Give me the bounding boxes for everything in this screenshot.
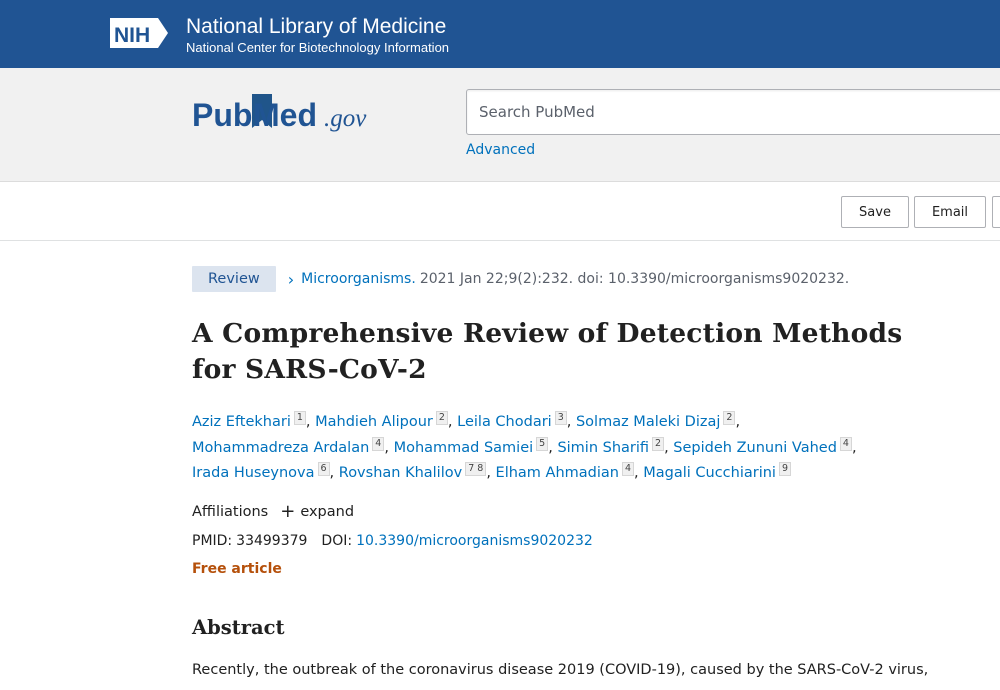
search-header — [0, 68, 1000, 182]
search-box — [466, 89, 1000, 135]
citation: 2021 Jan 22;9(2):232. doi: 10.3390/microorganisms9020232. — [419, 271, 850, 287]
article-title: A Comprehensive Review of Detection Methods for SARS-CoV-2 — [192, 318, 903, 385]
affiliation-number[interactable]: 6 — [318, 462, 330, 476]
author-name[interactable]: Mohammadreza Ardalan — [192, 439, 370, 456]
author: Rovshan Khalilov 7 8 , — [338, 463, 491, 481]
author: Mohammad Samiei 5 , — [393, 437, 553, 456]
affiliation-number[interactable]: 1 — [294, 411, 306, 425]
nih-banner — [0, 0, 1000, 68]
author-name[interactable]: Simin Sharifi — [557, 439, 650, 456]
nih-subtitle: National Center for Biotechnology Information — [186, 40, 450, 55]
author-name[interactable]: Solmaz Maleki Dizaj — [575, 414, 721, 430]
nih-logo-text: NIH — [114, 24, 151, 47]
email-button[interactable]: Email — [914, 196, 986, 228]
author: Sepideh Zununi Vahed 4 , — [673, 437, 857, 456]
plus-icon: + — [280, 500, 296, 522]
affiliation-number[interactable]: 5 — [536, 437, 548, 451]
author: Leila Chodari 3 , — [457, 412, 572, 430]
affiliation-number[interactable]: 3 — [555, 411, 567, 425]
expand-affiliations-button[interactable] — [280, 500, 355, 522]
article — [192, 265, 982, 681]
authors-list — [192, 410, 932, 487]
author: Simin Sharifi 2 , — [557, 437, 669, 456]
nih-title-block[interactable] — [186, 14, 449, 56]
author: Mohammadreza Ardalan 4 , — [192, 437, 389, 456]
article-meta — [192, 265, 982, 293]
advanced-search-link[interactable]: Advanced — [466, 142, 536, 158]
chevron-right-icon[interactable]: › — [287, 269, 295, 289]
author-name[interactable]: Mahdieh Alipour — [315, 414, 433, 430]
journal-link[interactable]: Microorganisms. — [301, 271, 416, 287]
publication-type-badge: Review — [192, 266, 276, 292]
author: Solmaz Maleki Dizaj 2 , — [575, 412, 741, 430]
affiliation-number[interactable]: 4 — [372, 437, 384, 451]
save-button[interactable]: Save — [841, 196, 909, 228]
affiliations-row — [192, 500, 982, 524]
doi-link[interactable]: 10.3390/microorganisms9020232 — [356, 532, 593, 549]
author: Elham Ahmadian 4 , — [495, 463, 639, 481]
affiliation-number[interactable]: 2 — [652, 437, 664, 451]
affiliation-number[interactable]: 2 — [436, 411, 448, 425]
author — [643, 465, 791, 481]
nih-logo[interactable] — [108, 14, 172, 52]
pmid-value: 33499379 — [236, 532, 308, 549]
more-actions-button[interactable] — [992, 196, 1000, 228]
author-name[interactable]: Rovshan Khalilov — [338, 465, 463, 481]
pmid-label: PMID: — [192, 532, 233, 549]
affiliation-number[interactable]: 4 — [622, 462, 634, 476]
author-name[interactable]: Magali Cucchiarini — [643, 465, 776, 481]
abstract-text: Recently, the outbreak of the coronavirus disease 2019 (COVID-19), caused by the SARS-CoV-2 virus, — [192, 661, 929, 678]
author-name[interactable]: Mohammad Samiei — [393, 439, 534, 456]
pubmed-logo-pub: Pub — [192, 97, 253, 133]
author-name[interactable]: Irada Huseynova — [192, 465, 315, 481]
expand-label: expand — [300, 503, 355, 520]
affiliation-number[interactable]: 7 8 — [465, 462, 486, 476]
author-name[interactable]: Aziz Eftekhari — [192, 414, 291, 430]
author-name[interactable]: Sepideh Zununi Vahed — [673, 439, 837, 456]
affiliation-number[interactable]: 9 — [779, 462, 791, 476]
author-name[interactable]: Elham Ahmadian — [495, 465, 619, 481]
free-article-label: Free article — [192, 560, 282, 577]
pubmed-logo[interactable] — [192, 88, 392, 148]
affiliation-number[interactable]: 4 — [840, 437, 852, 451]
affiliations-label: Affiliations — [192, 503, 269, 520]
doi-label: DOI: — [321, 532, 353, 549]
author: Aziz Eftekhari 1 , — [192, 412, 311, 430]
nih-title: National Library of Medicine — [186, 15, 447, 38]
pubmed-logo-med: Med — [253, 97, 317, 133]
affiliation-number[interactable]: 2 — [723, 411, 735, 425]
identifiers-row — [192, 529, 982, 553]
author: Mahdieh Alipour 2 , — [315, 412, 453, 430]
search-input[interactable] — [479, 90, 999, 134]
pubmed-logo-gov: .gov — [324, 105, 367, 132]
author-name[interactable]: Leila Chodari — [457, 414, 552, 430]
action-bar — [0, 182, 1000, 241]
author: Irada Huseynova 6 , — [192, 463, 335, 481]
abstract-heading: Abstract — [192, 615, 285, 639]
